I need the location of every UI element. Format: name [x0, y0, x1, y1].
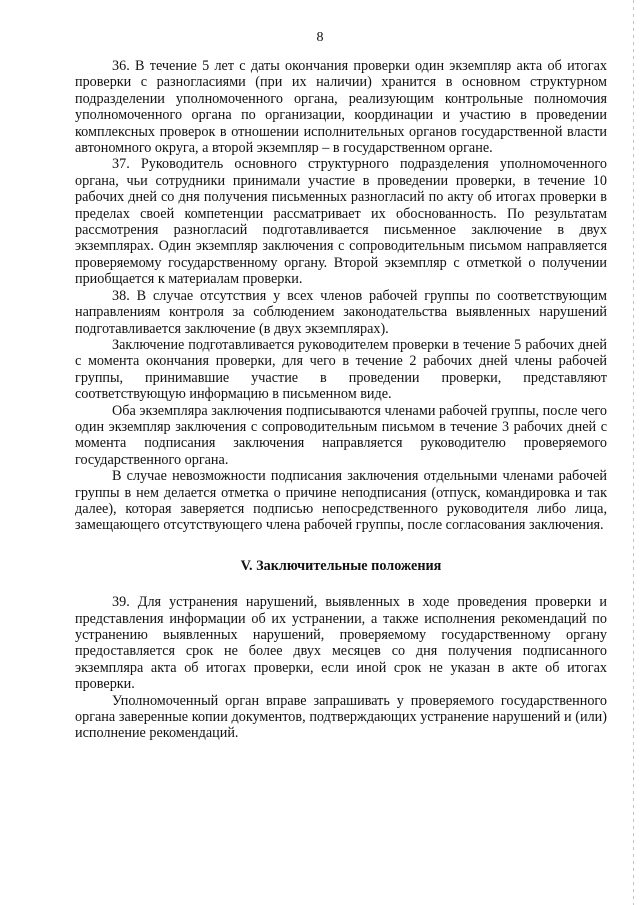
paragraph-37: 37. Руководитель основного структурного подразделения уполномоченного органа, чьи сотрудники принимали участие в проведении проверки, в течение 10 рабочих дней со дня получения письменных разногласий по акту об итогах проверки в пределах своей компетенции рассматривает их обоснованность. По результатам рассмотрения разногласий подготавливается письменное заключение в двух экземплярах. Один экземпляр заключения с сопроводительным письмом направляется проверяемому государственному органу. Второй экземпляр с отметкой о получении приобщается к материалам проверки.	[75, 156, 607, 288]
document-body	[75, 58, 607, 742]
paragraph-38-unable-to-sign: В случае невозможности подписания заключения отдельными членами рабочей группы в нем делается отметка о причине неподписания (отпуск, командировка и так далее), которая заверяется подписью непосредственного руководителя либо лица, замещающего отсутствующего члена рабочей группы, после согласования заключения.	[75, 468, 607, 534]
paragraph-38-conclusion-prep: Заключение подготавливается руководителем проверки в течение 5 рабочих дней с момента окончания проверки, для чего в течение 2 рабочих дней члены рабочей группы, принимавшие участие в проведении проверки, представляют соответствующую информацию в письменном виде.	[75, 336, 607, 403]
paragraph-39: 39. Для устранения нарушений, выявленных в ходе проведения проверки и представления информации об их устранении, а также исполнения рекомендаций по устранению выявленных нарушений, проверяемому государственному органу предоставляется срок не более двух месяцев со дня получения подписанного экземпляра акта об итогах проверки, если иной срок не указан в акте об итогах проверки.	[75, 594, 607, 693]
section-title: V. Заключительные положения	[240, 557, 442, 574]
paragraph-36: 36. В течение 5 лет с даты окончания проверки один экземпляр акта об итогах проверки с разногласиями (при их наличии) хранится в основном структурном подразделении уполномоченного органа, реализующим контрольные полномочия уполномоченного органа по организации, координации и участию в проведении комплексных проверок в отношении исполнительных органов государственной власти автономного округа, а второй экземпляр – в государственном органе.	[75, 58, 607, 157]
page-number: 8	[316, 30, 324, 45]
paragraph-39-request-copies: Уполномоченный орган вправе запрашивать у проверяемого государственного органа заверенные копии документов, подтверждающих устранение нарушений и (или) исполнение рекомендаций.	[75, 692, 607, 742]
paragraph-38-signing: Оба экземпляра заключения подписываются членами рабочей группы, после чего один экземпляр заключения с сопроводительным письмом в течение 3 рабочих дней с момента подписания заключения направляется руководителю проверяемого государственного органа.	[75, 402, 607, 468]
paragraph-38: 38. В случае отсутствия у всех членов рабочей группы по соответствующим направлениям контроля за соблюдением законодательства выявленных нарушений подготавливается заключение (в двух экземплярах).	[75, 287, 607, 337]
scan-edge-mark	[633, 0, 634, 905]
